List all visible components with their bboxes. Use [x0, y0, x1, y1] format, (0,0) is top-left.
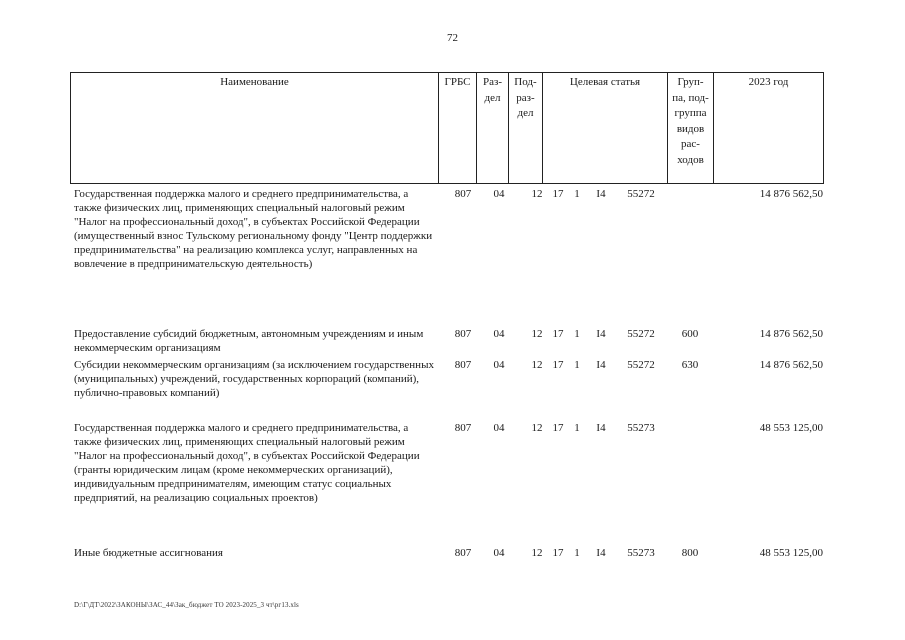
header-vr-line: рас-	[681, 138, 700, 150]
header-razdel-line: дел	[484, 91, 501, 104]
row-podrazdel: 12	[531, 188, 543, 200]
header-vr-line: видов	[676, 122, 705, 135]
header-year	[714, 73, 823, 183]
row-name: Государственная поддержка малого и среднего предпринимательства, а также физических лиц, применяющих специальный налоговый режим "Налог на профессиональный доход", в субъектах Российской Федерации (гранты юридическим лицам (кроме некоммерческих организаций), индивидуальным предпринимателям, имеющим статус социальных предприятий, на реализацию социальных проектов)	[74, 422, 420, 504]
header-vr-line: Груп-	[677, 76, 704, 88]
row-sum: 14 876 562,50	[759, 328, 823, 340]
header-razdel-line: Раз-	[482, 76, 502, 88]
row-target-program: 17	[552, 188, 564, 200]
header-name	[71, 73, 439, 183]
header-vr-line: ходов	[677, 153, 704, 166]
row-target-project: I4	[596, 359, 606, 371]
header-celevaya	[543, 73, 668, 183]
file-path-footer: D:\Г\ДТ\2022\ЗАКОНЫ\ЗАС_44\Зак_бюджет ТО 2023-2025_3 чт\рг13.xls	[74, 601, 299, 609]
row-target-program: 17	[552, 547, 564, 559]
row-target-subprogram: 1	[574, 422, 580, 434]
row-name: Предоставление субсидий бюджетным, автономным учреждениям и иным некоммерческим организациям	[74, 328, 424, 354]
header-name-label: Наименование	[220, 76, 289, 88]
row-target-direction: 55272	[627, 188, 655, 200]
header-vr	[668, 73, 714, 183]
header-podrazdel-line: Под-	[514, 76, 537, 88]
row-target-program: 17	[552, 422, 564, 434]
page-number: 72	[447, 32, 458, 44]
row-grbs: 807	[454, 547, 472, 559]
row-name: Субсидии некоммерческим организациям (за исключением государственных (муниципальных) учреждений, государственных корпораций (компаний), публично-правовых компаний)	[74, 359, 434, 399]
row-sum: 48 553 125,00	[759, 422, 823, 434]
row-grbs: 807	[454, 188, 472, 200]
row-razdel: 04	[493, 328, 505, 340]
header-year-label: 2023 год	[748, 76, 789, 88]
row-podrazdel: 12	[531, 359, 543, 371]
header-grbs-label: ГРБС	[444, 76, 471, 88]
row-target-subprogram: 1	[574, 328, 580, 340]
row-target-subprogram: 1	[574, 188, 580, 200]
header-vr-line: па, под-	[672, 91, 709, 104]
row-target-direction: 55273	[627, 422, 655, 434]
row-target-project: I4	[596, 328, 606, 340]
row-grbs: 807	[454, 359, 472, 371]
row-vr: 630	[681, 359, 699, 371]
row-razdel: 04	[493, 422, 505, 434]
row-target-project: I4	[596, 547, 606, 559]
row-target-project: I4	[596, 422, 606, 434]
header-podrazdel	[509, 73, 543, 183]
header-celevaya-label: Целевая статья	[569, 76, 641, 88]
row-target-direction: 55272	[627, 359, 655, 371]
row-podrazdel: 12	[531, 328, 543, 340]
row-target-program: 17	[552, 328, 564, 340]
row-grbs: 807	[454, 422, 472, 434]
row-razdel: 04	[493, 359, 505, 371]
row-podrazdel: 12	[531, 422, 543, 434]
row-vr: 800	[681, 547, 699, 559]
row-razdel: 04	[493, 188, 505, 200]
row-razdel: 04	[493, 547, 505, 559]
row-target-project: I4	[596, 188, 606, 200]
header-grbs	[439, 73, 477, 183]
row-vr: 600	[681, 328, 699, 340]
row-sum: 14 876 562,50	[759, 188, 823, 200]
row-podrazdel: 12	[531, 547, 543, 559]
row-target-direction: 55272	[627, 328, 655, 340]
header-vr-line: группа	[674, 107, 707, 119]
row-grbs: 807	[454, 328, 472, 340]
header-podrazdel-line: дел	[517, 107, 534, 119]
row-target-program: 17	[552, 359, 564, 371]
row-name: Государственная поддержка малого и среднего предпринимательства, а также физических лиц, применяющих специальный налоговый режим "Налог на профессиональный доход", в субъектах Российской Федерации (имущественный взнос Тульскому региональному фонду "Центр поддержки предпринимательства" на реализацию комплекса услуг, направленных на вовлечение в предпринимательскую деятельность)	[74, 188, 433, 270]
row-name: Иные бюджетные ассигнования	[74, 547, 223, 559]
row-target-direction: 55273	[627, 547, 655, 559]
header-podrazdel-line: раз-	[516, 91, 535, 104]
header-razdel	[477, 73, 509, 183]
table-header	[70, 72, 824, 184]
row-target-subprogram: 1	[574, 547, 580, 559]
row-sum: 48 553 125,00	[759, 547, 823, 559]
row-target-subprogram: 1	[574, 359, 580, 371]
row-sum: 14 876 562,50	[759, 359, 823, 371]
